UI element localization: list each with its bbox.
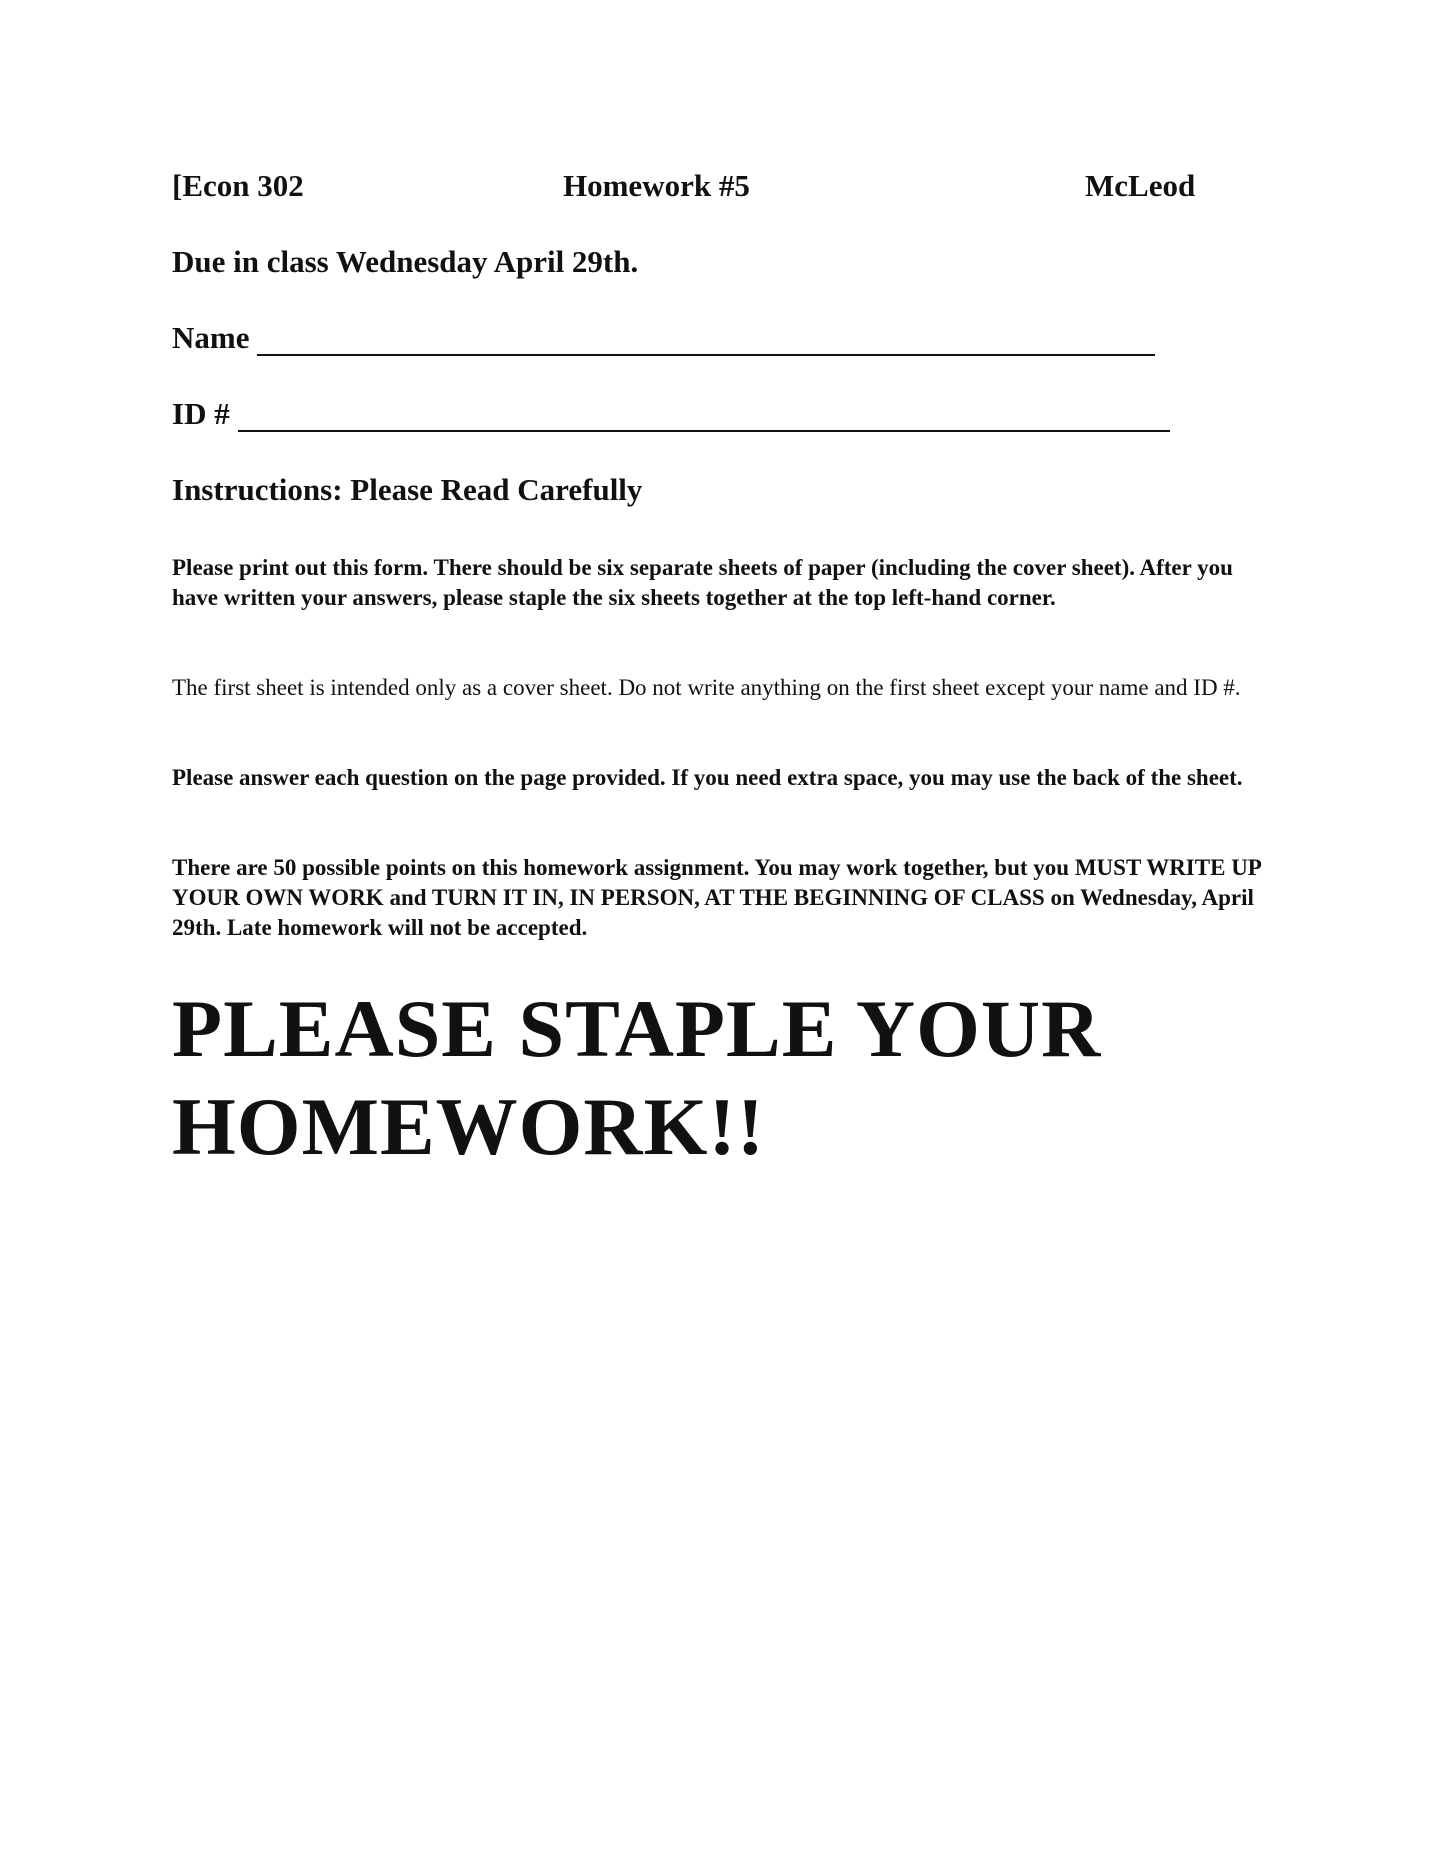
instruction-paragraph: There are 50 possible points on this homework assignment. You may work together, but you MUST WRITE UP YOUR OWN WORK and TURN IT IN, IN PERSON, AT THE BEGINNING OF CLASS on Wednesday, April 29th. Late homework will not be accepted. bbox=[172, 855, 1261, 940]
due-date-line: Due in class Wednesday April 29th. bbox=[172, 244, 639, 279]
instructor-name: McLeod bbox=[1085, 168, 1196, 203]
name-field bbox=[172, 320, 1155, 356]
id-blank-line bbox=[238, 400, 1170, 432]
instruction-paragraph: Please answer each question on the page provided. If you need extra space, you may use the back of the sheet. bbox=[172, 765, 1243, 790]
assignment-title: Homework #5 bbox=[563, 168, 750, 203]
staple-banner: PLEASE STAPLE YOUR HOMEWORK!! bbox=[172, 983, 1102, 1172]
id-field bbox=[172, 396, 1170, 432]
id-label: ID # bbox=[172, 396, 230, 431]
instruction-paragraph: The first sheet is intended only as a cover sheet. Do not write anything on the first sheet except your name and ID #. bbox=[172, 675, 1241, 700]
instruction-paragraph: Please print out this form. There should be six separate sheets of paper (including the cover sheet). After you have written your answers, please staple the six sheets together at the top left-hand corner. bbox=[172, 555, 1233, 610]
instructions-heading: Instructions: Please Read Carefully bbox=[172, 472, 643, 507]
name-label: Name bbox=[172, 320, 250, 355]
name-blank-line bbox=[257, 324, 1155, 356]
document-header bbox=[172, 168, 1212, 212]
course-label: [Econ 302 bbox=[172, 168, 304, 203]
